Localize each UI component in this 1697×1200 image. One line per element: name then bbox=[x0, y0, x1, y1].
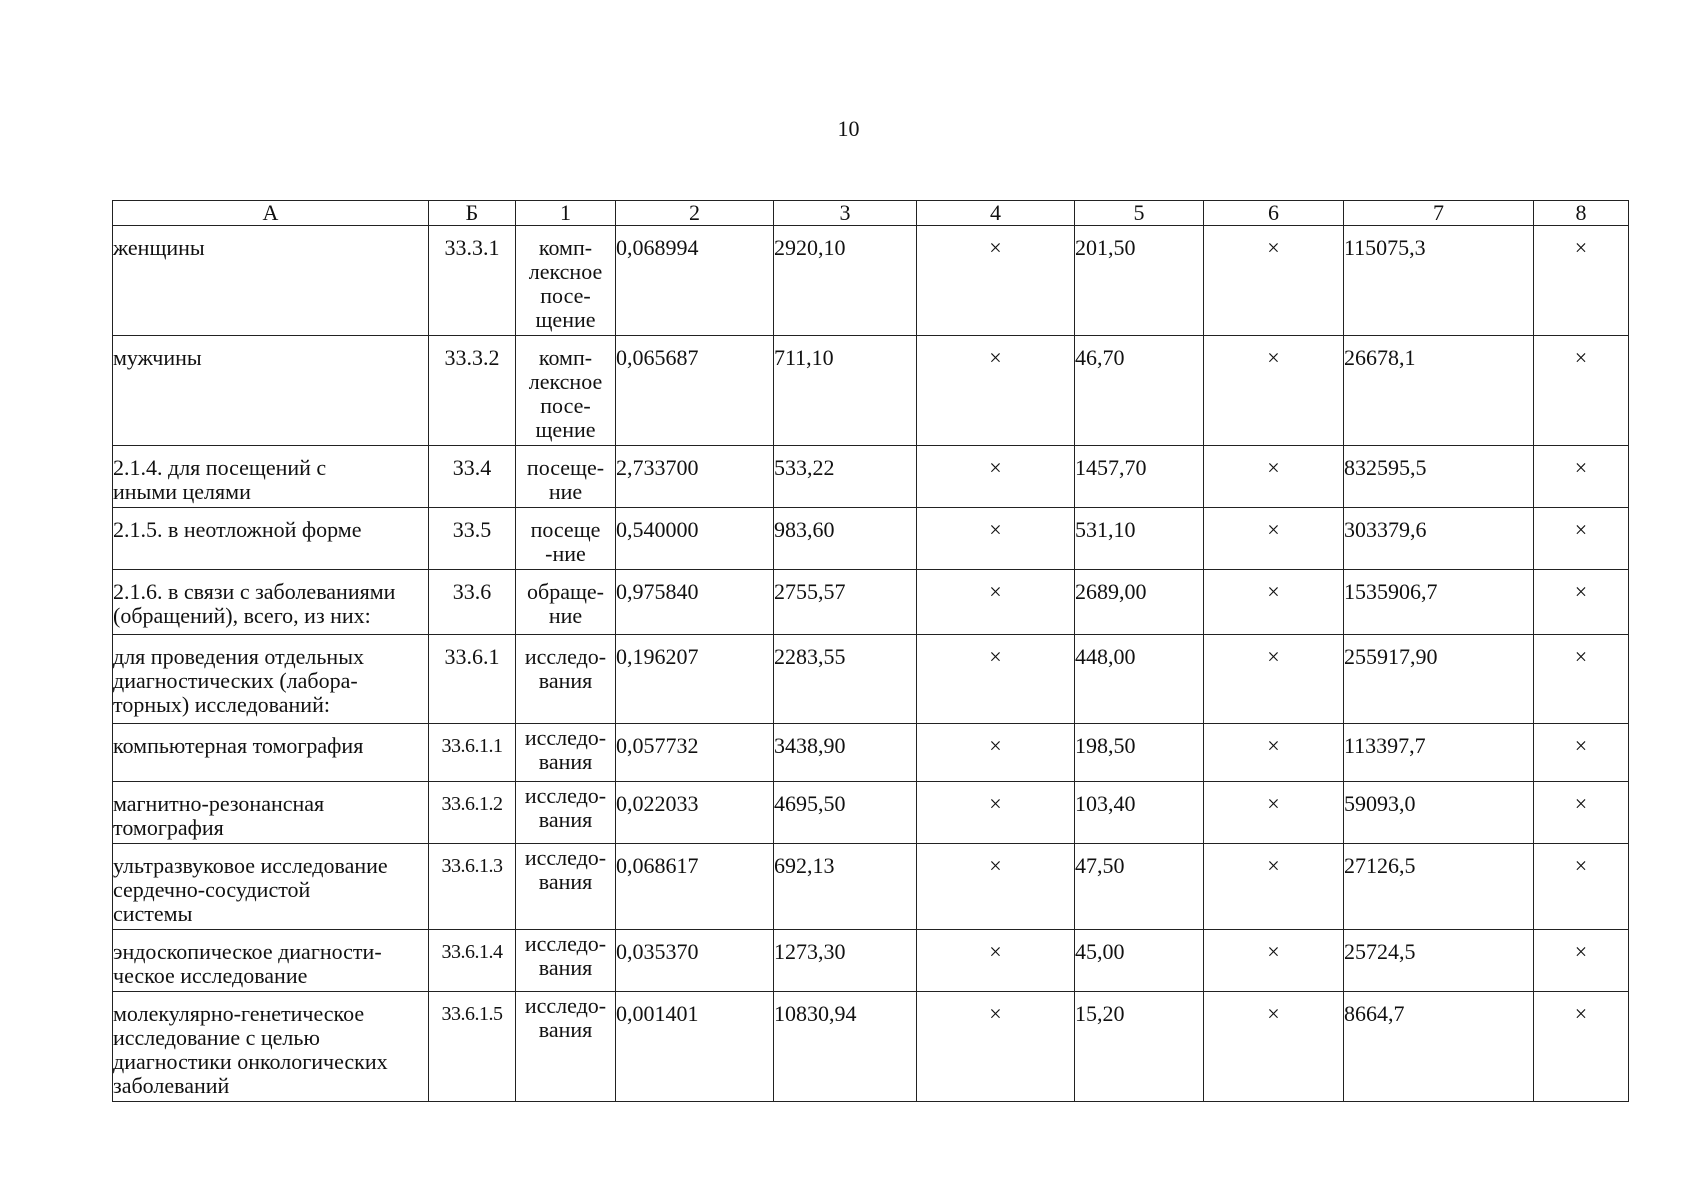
cell-col-7: 59093,0 bbox=[1344, 782, 1534, 844]
cell-col-2: 0,068617 bbox=[616, 844, 774, 930]
cell-col-4: × bbox=[917, 226, 1075, 336]
column-header-8: 8 bbox=[1534, 201, 1629, 226]
row-label: 2.1.4. для посещений с иными целями bbox=[113, 446, 429, 508]
cell-col-8: × bbox=[1534, 508, 1629, 570]
cell-col-8: × bbox=[1534, 446, 1629, 508]
cell-col-2: 2,733700 bbox=[616, 446, 774, 508]
table-row bbox=[113, 570, 1629, 635]
row-label: 2.1.5. в неотложной форме bbox=[113, 508, 429, 570]
cell-col-7: 27126,5 bbox=[1344, 844, 1534, 930]
column-header-4: 4 bbox=[917, 201, 1075, 226]
cell-col-4: × bbox=[917, 446, 1075, 508]
cell-col-3: 1273,30 bbox=[774, 930, 917, 992]
row-unit: исследо- вания bbox=[516, 782, 616, 844]
table-row bbox=[113, 226, 1629, 336]
table-row bbox=[113, 844, 1629, 930]
row-code: 33.4 bbox=[429, 446, 516, 508]
row-label: молекулярно-генетическое исследование с целью диагностики онкологических заболеваний bbox=[113, 992, 429, 1102]
cell-col-8: × bbox=[1534, 724, 1629, 782]
cell-col-5: 47,50 bbox=[1075, 844, 1204, 930]
row-label: мужчины bbox=[113, 336, 429, 446]
cell-col-2: 0,540000 bbox=[616, 508, 774, 570]
cell-col-3: 711,10 bbox=[774, 336, 917, 446]
cell-col-6: × bbox=[1204, 570, 1344, 635]
cell-col-4: × bbox=[917, 508, 1075, 570]
cell-col-3: 2755,57 bbox=[774, 570, 917, 635]
column-header-a: А bbox=[113, 201, 429, 226]
cell-col-8: × bbox=[1534, 570, 1629, 635]
cell-col-2: 0,975840 bbox=[616, 570, 774, 635]
cell-col-6: × bbox=[1204, 844, 1344, 930]
cell-col-8: × bbox=[1534, 336, 1629, 446]
cell-col-3: 2920,10 bbox=[774, 226, 917, 336]
cell-col-5: 103,40 bbox=[1075, 782, 1204, 844]
cell-col-4: × bbox=[917, 782, 1075, 844]
row-unit: посеще -ние bbox=[516, 508, 616, 570]
row-code: 33.3.2 bbox=[429, 336, 516, 446]
cell-col-5: 15,20 bbox=[1075, 992, 1204, 1102]
row-unit: комп- лексное посе- щение bbox=[516, 226, 616, 336]
row-code: 33.6.1.5 bbox=[429, 992, 516, 1102]
table-row bbox=[113, 724, 1629, 782]
cell-col-4: × bbox=[917, 844, 1075, 930]
cell-col-4: × bbox=[917, 930, 1075, 992]
cell-col-7: 25724,5 bbox=[1344, 930, 1534, 992]
cell-col-5: 531,10 bbox=[1075, 508, 1204, 570]
cell-col-2: 0,057732 bbox=[616, 724, 774, 782]
cell-col-8: × bbox=[1534, 930, 1629, 992]
row-code: 33.6.1.2 bbox=[429, 782, 516, 844]
row-label: женщины bbox=[113, 226, 429, 336]
cell-col-8: × bbox=[1534, 782, 1629, 844]
page-number: 10 bbox=[837, 116, 860, 141]
row-label: эндоскопическое диагности- ческое исследование bbox=[113, 930, 429, 992]
cell-col-4: × bbox=[917, 992, 1075, 1102]
cell-col-7: 303379,6 bbox=[1344, 508, 1534, 570]
table-row bbox=[113, 508, 1629, 570]
cell-col-5: 2689,00 bbox=[1075, 570, 1204, 635]
cell-col-7: 1535906,7 bbox=[1344, 570, 1534, 635]
row-label: магнитно-резонансная томография bbox=[113, 782, 429, 844]
cell-col-2: 0,068994 bbox=[616, 226, 774, 336]
row-unit: обраще- ние bbox=[516, 570, 616, 635]
cell-col-6: × bbox=[1204, 930, 1344, 992]
cell-col-3: 10830,94 bbox=[774, 992, 917, 1102]
row-unit: комп- лексное посе- щение bbox=[516, 336, 616, 446]
row-unit: исследо- вания bbox=[516, 992, 616, 1102]
cell-col-8: × bbox=[1534, 992, 1629, 1102]
row-unit: посеще- ние bbox=[516, 446, 616, 508]
table-row bbox=[113, 992, 1629, 1102]
column-header-1: 1 bbox=[516, 201, 616, 226]
cell-col-3: 692,13 bbox=[774, 844, 917, 930]
row-unit: исследо- вания bbox=[516, 930, 616, 992]
column-header-3: 3 bbox=[774, 201, 917, 226]
cell-col-5: 46,70 bbox=[1075, 336, 1204, 446]
row-label: для проведения отдельных диагностических (лабора- торных) исследований: bbox=[113, 635, 429, 724]
cell-col-7: 115075,3 bbox=[1344, 226, 1534, 336]
table-row bbox=[113, 635, 1629, 724]
table-row bbox=[113, 782, 1629, 844]
column-header-6: 6 bbox=[1204, 201, 1344, 226]
cell-col-4: × bbox=[917, 570, 1075, 635]
row-unit: исследо- вания bbox=[516, 844, 616, 930]
cell-col-6: × bbox=[1204, 336, 1344, 446]
cell-col-3: 3438,90 bbox=[774, 724, 917, 782]
column-header-2: 2 bbox=[616, 201, 774, 226]
cell-col-3: 983,60 bbox=[774, 508, 917, 570]
cell-col-4: × bbox=[917, 724, 1075, 782]
cell-col-8: × bbox=[1534, 635, 1629, 724]
cell-col-8: × bbox=[1534, 226, 1629, 336]
cell-col-2: 0,196207 bbox=[616, 635, 774, 724]
cell-col-6: × bbox=[1204, 992, 1344, 1102]
cell-col-4: × bbox=[917, 635, 1075, 724]
cell-col-6: × bbox=[1204, 508, 1344, 570]
cell-col-7: 832595,5 bbox=[1344, 446, 1534, 508]
column-header-b: Б bbox=[429, 201, 516, 226]
column-header-7: 7 bbox=[1344, 201, 1534, 226]
cell-col-2: 0,001401 bbox=[616, 992, 774, 1102]
row-label: компьютерная томография bbox=[113, 724, 429, 782]
header-row bbox=[113, 201, 1629, 226]
cell-col-7: 8664,7 bbox=[1344, 992, 1534, 1102]
data-table bbox=[112, 200, 1629, 1102]
row-code: 33.3.1 bbox=[429, 226, 516, 336]
table-row bbox=[113, 446, 1629, 508]
cell-col-6: × bbox=[1204, 724, 1344, 782]
cell-col-2: 0,035370 bbox=[616, 930, 774, 992]
row-code: 33.6.1.3 bbox=[429, 844, 516, 930]
cell-col-5: 448,00 bbox=[1075, 635, 1204, 724]
cell-col-7: 113397,7 bbox=[1344, 724, 1534, 782]
cell-col-5: 1457,70 bbox=[1075, 446, 1204, 508]
cell-col-6: × bbox=[1204, 446, 1344, 508]
column-header-5: 5 bbox=[1075, 201, 1204, 226]
cell-col-5: 198,50 bbox=[1075, 724, 1204, 782]
row-code: 33.6.1 bbox=[429, 635, 516, 724]
cell-col-2: 0,065687 bbox=[616, 336, 774, 446]
cell-col-3: 4695,50 bbox=[774, 782, 917, 844]
cell-col-3: 533,22 bbox=[774, 446, 917, 508]
cell-col-5: 45,00 bbox=[1075, 930, 1204, 992]
row-code: 33.6.1.1 bbox=[429, 724, 516, 782]
row-code: 33.5 bbox=[429, 508, 516, 570]
row-unit: исследо- вания bbox=[516, 724, 616, 782]
cell-col-7: 26678,1 bbox=[1344, 336, 1534, 446]
cell-col-8: × bbox=[1534, 844, 1629, 930]
cell-col-3: 2283,55 bbox=[774, 635, 917, 724]
cell-col-4: × bbox=[917, 336, 1075, 446]
cell-col-6: × bbox=[1204, 635, 1344, 724]
cell-col-5: 201,50 bbox=[1075, 226, 1204, 336]
row-label: 2.1.6. в связи с заболеваниями (обращений), всего, из них: bbox=[113, 570, 429, 635]
cell-col-2: 0,022033 bbox=[616, 782, 774, 844]
row-code: 33.6 bbox=[429, 570, 516, 635]
cell-col-7: 255917,90 bbox=[1344, 635, 1534, 724]
cell-col-6: × bbox=[1204, 226, 1344, 336]
table-row bbox=[113, 336, 1629, 446]
row-code: 33.6.1.4 bbox=[429, 930, 516, 992]
row-label: ультразвуковое исследование сердечно-сосудистой системы bbox=[113, 844, 429, 930]
table-row bbox=[113, 930, 1629, 992]
cell-col-6: × bbox=[1204, 782, 1344, 844]
row-unit: исследо- вания bbox=[516, 635, 616, 724]
